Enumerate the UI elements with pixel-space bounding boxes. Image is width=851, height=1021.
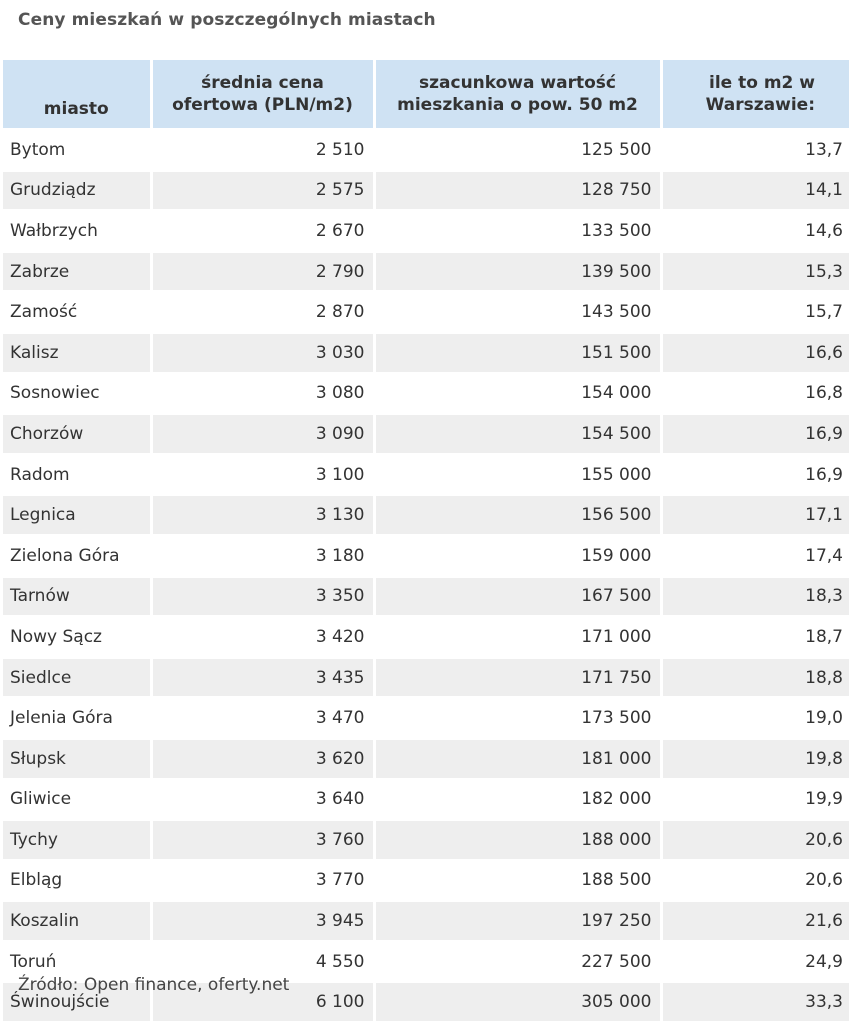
cell-city: Toruń (3, 941, 151, 982)
cell-city: Sosnowiec (3, 373, 151, 414)
cell-warsaw-m2: 16,8 (661, 373, 849, 414)
cell-warsaw-m2: 18,3 (661, 576, 849, 617)
cell-est-value: 188 500 (374, 860, 661, 901)
cell-warsaw-m2: 24,9 (661, 941, 849, 982)
cell-city: Nowy Sącz (3, 617, 151, 658)
cell-city: Świnoujście (3, 982, 151, 1021)
cell-est-value: 154 500 (374, 414, 661, 455)
cell-avg-price: 3 030 (151, 332, 374, 373)
cell-est-value: 188 000 (374, 820, 661, 861)
cell-est-value: 128 750 (374, 170, 661, 211)
cell-est-value: 156 500 (374, 495, 661, 536)
table-row (3, 332, 849, 373)
cell-est-value: 139 500 (374, 251, 661, 292)
cell-city: Jelenia Góra (3, 698, 151, 739)
table-row (3, 657, 849, 698)
table-row (3, 860, 849, 901)
cell-est-value: 167 500 (374, 576, 661, 617)
cell-city: Grudziądz (3, 170, 151, 211)
cell-est-value: 171 750 (374, 657, 661, 698)
cell-avg-price: 3 180 (151, 535, 374, 576)
cell-city: Wałbrzych (3, 211, 151, 252)
cell-est-value: 155 000 (374, 454, 661, 495)
cell-warsaw-m2: 33,3 (661, 982, 849, 1021)
header-est-value: szacunkowa wartość mieszkania o pow. 50 m2 (374, 60, 661, 130)
table-body (3, 130, 849, 1021)
cell-est-value: 154 000 (374, 373, 661, 414)
cell-est-value: 143 500 (374, 292, 661, 333)
cell-city: Siedlce (3, 657, 151, 698)
cell-avg-price: 3 945 (151, 901, 374, 942)
cell-est-value: 197 250 (374, 901, 661, 942)
cell-city: Gliwice (3, 779, 151, 820)
cell-city: Koszalin (3, 901, 151, 942)
table-row (3, 535, 849, 576)
cell-city: Legnica (3, 495, 151, 536)
cell-city: Zamość (3, 292, 151, 333)
table-row (3, 292, 849, 333)
cell-avg-price: 3 620 (151, 738, 374, 779)
price-table (3, 60, 849, 1021)
table-row (3, 414, 849, 455)
table-row (3, 130, 849, 171)
cell-avg-price: 3 770 (151, 860, 374, 901)
cell-est-value: 159 000 (374, 535, 661, 576)
cell-warsaw-m2: 15,3 (661, 251, 849, 292)
cell-avg-price: 2 575 (151, 170, 374, 211)
cell-warsaw-m2: 18,8 (661, 657, 849, 698)
cell-warsaw-m2: 17,4 (661, 535, 849, 576)
cell-warsaw-m2: 21,6 (661, 901, 849, 942)
cell-avg-price: 3 080 (151, 373, 374, 414)
table-row (3, 576, 849, 617)
cell-est-value: 173 500 (374, 698, 661, 739)
cell-avg-price: 3 470 (151, 698, 374, 739)
table-row (3, 211, 849, 252)
cell-avg-price: 2 670 (151, 211, 374, 252)
cell-warsaw-m2: 13,7 (661, 130, 849, 171)
table-row (3, 373, 849, 414)
table-row (3, 617, 849, 658)
cell-est-value: 133 500 (374, 211, 661, 252)
header-warsaw-m2: ile to m2 w Warszawie: (661, 60, 849, 130)
cell-avg-price: 4 550 (151, 941, 374, 982)
cell-avg-price: 2 790 (151, 251, 374, 292)
cell-avg-price: 3 435 (151, 657, 374, 698)
cell-est-value: 151 500 (374, 332, 661, 373)
cell-city: Tychy (3, 820, 151, 861)
cell-warsaw-m2: 19,9 (661, 779, 849, 820)
table-row (3, 901, 849, 942)
cell-est-value: 181 000 (374, 738, 661, 779)
cell-warsaw-m2: 15,7 (661, 292, 849, 333)
cell-warsaw-m2: 19,8 (661, 738, 849, 779)
table-row (3, 251, 849, 292)
table-row (3, 454, 849, 495)
cell-avg-price: 3 760 (151, 820, 374, 861)
cell-warsaw-m2: 16,9 (661, 414, 849, 455)
cell-avg-price: 2 510 (151, 130, 374, 171)
table-row (3, 495, 849, 536)
table-row (3, 738, 849, 779)
cell-avg-price: 3 090 (151, 414, 374, 455)
cell-city: Chorzów (3, 414, 151, 455)
cell-avg-price: 3 640 (151, 779, 374, 820)
cell-city: Kalisz (3, 332, 151, 373)
cell-est-value: 125 500 (374, 130, 661, 171)
cell-warsaw-m2: 20,6 (661, 820, 849, 861)
table-row (3, 779, 849, 820)
cell-warsaw-m2: 17,1 (661, 495, 849, 536)
cell-warsaw-m2: 19,0 (661, 698, 849, 739)
source-note: Źródło: Open finance, oferty.net (18, 975, 289, 995)
table-header (3, 60, 849, 130)
cell-avg-price: 3 420 (151, 617, 374, 658)
cell-avg-price: 3 350 (151, 576, 374, 617)
cell-city: Słupsk (3, 738, 151, 779)
cell-avg-price: 6 100 (151, 982, 374, 1021)
cell-city: Radom (3, 454, 151, 495)
cell-avg-price: 2 870 (151, 292, 374, 333)
header-row (3, 60, 849, 130)
cell-city: Zabrze (3, 251, 151, 292)
page-title: Ceny mieszkań w poszczególnych miastach (18, 10, 436, 30)
cell-city: Elbląg (3, 860, 151, 901)
cell-warsaw-m2: 18,7 (661, 617, 849, 658)
table-row (3, 170, 849, 211)
cell-est-value: 305 000 (374, 982, 661, 1021)
cell-warsaw-m2: 16,6 (661, 332, 849, 373)
table-row (3, 820, 849, 861)
header-avg-price: średnia cena ofertowa (PLN/m2) (151, 60, 374, 130)
cell-est-value: 182 000 (374, 779, 661, 820)
header-city: miasto (3, 60, 151, 130)
cell-warsaw-m2: 14,1 (661, 170, 849, 211)
cell-city: Bytom (3, 130, 151, 171)
cell-city: Zielona Góra (3, 535, 151, 576)
cell-est-value: 171 000 (374, 617, 661, 658)
cell-avg-price: 3 100 (151, 454, 374, 495)
cell-city: Tarnów (3, 576, 151, 617)
table-row (3, 698, 849, 739)
cell-warsaw-m2: 16,9 (661, 454, 849, 495)
cell-warsaw-m2: 20,6 (661, 860, 849, 901)
cell-est-value: 227 500 (374, 941, 661, 982)
cell-avg-price: 3 130 (151, 495, 374, 536)
cell-warsaw-m2: 14,6 (661, 211, 849, 252)
